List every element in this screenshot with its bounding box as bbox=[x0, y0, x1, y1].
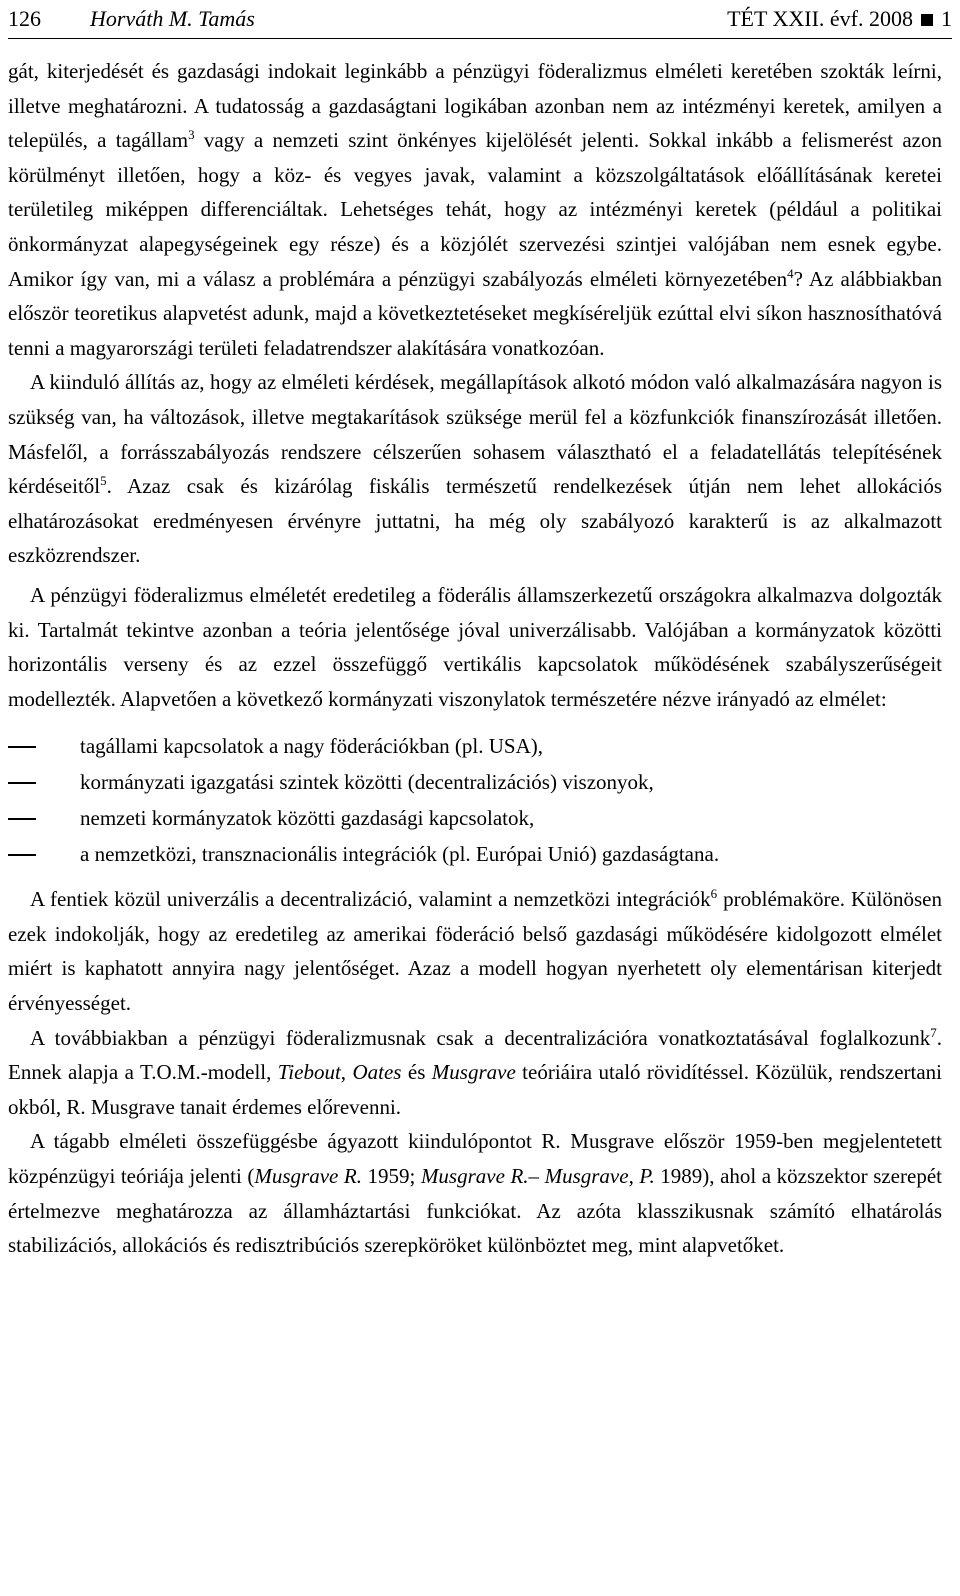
author-name: Oates bbox=[352, 1060, 402, 1085]
paragraph-2 bbox=[8, 365, 942, 573]
text-run: ? Az alábbiakban először teoretikus alapvetést adunk, majd a következtetéseket megkíséreljük ezúttal elvi síkon hasznosíthatóvá tenni a magyarországi területi feladatrendszer alakítására vonatkozóan. bbox=[8, 266, 942, 360]
list-item: tagállami kapcsolatok a nagy föderációkban (pl. USA), bbox=[8, 728, 942, 764]
paragraph-3: A pénzügyi föderalizmus elméletét eredetileg a föderális államszerkezetű országokra alkalmazva dolgozták ki. Tartalmát tekintve azonban a teória jelentősége jóval univerzálisabb. Valójában a kormányzatok közötti horizontális verseny és az ezzel összefüggő vertikális kapcsolatok működésének szabályszerűségeit modellezték. Alapvetően a következő kormányzati viszonylatok természetére nézve irányadó az elmélet: bbox=[8, 582, 942, 711]
text-run: . Azaz csak és kizárólag fiskális természetű rendelkezések útján nem lehet allokációs elhatározásokat eredményesen érvényre juttatni, ha még oly szabályozó karakterű is az alkalmazott eszközrendszer. bbox=[8, 474, 942, 568]
text-run: és bbox=[401, 1060, 432, 1085]
footnote-ref[interactable]: 4 bbox=[787, 265, 794, 281]
footnote-ref[interactable]: 6 bbox=[710, 886, 718, 902]
text-run: gát, kiterjedését és gazdasági indokait leginkább a pénzügyi föderalizmus elméleti keretében szokták leírni, illetve meghatározni. A tudatosság a gazdaságtani logikában azonban nem az intézményi keretek, amilyen a település, a tagállam bbox=[8, 59, 942, 153]
author-name: Musgrave bbox=[431, 1060, 516, 1085]
footnote-ref[interactable]: 3 bbox=[188, 127, 195, 143]
paragraph-4 bbox=[8, 882, 942, 1020]
text-run: A tágabb elméleti összefüggésbe ágyazott kiindulópontot R. Musgrave először 1959-ben megjelentetett közpénzügyi teóriája jelenti ( bbox=[8, 1129, 942, 1189]
square-bullet-icon bbox=[921, 14, 933, 26]
journal-title: TÉT XXII. évf. 2008 bbox=[727, 6, 913, 31]
text-run: . Ennek alapja a T.O.M.-modell, bbox=[8, 1025, 942, 1085]
text-run: A kiinduló állítás az, hogy az elméleti kérdések, megállapítások alkotó módon való alkalmazására nagyon is szükség van, ha változások, illetve megtakarítások szüksége merül fel a közfunkciók finanszírozását illetően. Másfelől, a forrásszabályozás rendszere célszerűen sohasem választható el a feladatellátás telepítésének kérdéseitől bbox=[8, 370, 942, 499]
citation-author: Musgrave R.– Musgrave, P. bbox=[420, 1164, 655, 1189]
text-run: A továbbiakban a pénzügyi föderalizmusnak csak a decentralizációra vonatkoztatásával foglalkozunk bbox=[30, 1025, 931, 1050]
text-run: A fentiek közül univerzális a decentralizáció, valamint a nemzetközi integrációk bbox=[30, 887, 711, 912]
text-run: teóriáira utaló rövidítéssel. Közülük, rendszertani okból, R. Musgrave tanait érdemes előrevenni. bbox=[8, 1060, 942, 1119]
list-item: nemzeti kormányzatok közötti gazdasági kapcsolatok, bbox=[8, 800, 942, 836]
paragraph-1 bbox=[8, 54, 942, 365]
author-name: Tiebout bbox=[277, 1060, 341, 1085]
text-run: , bbox=[340, 1060, 353, 1085]
citation-author: Musgrave R. bbox=[254, 1164, 362, 1189]
article-body bbox=[8, 54, 942, 1263]
dash-list bbox=[8, 728, 942, 872]
text-run: 1959; bbox=[362, 1164, 421, 1189]
issue-number: 1 bbox=[941, 6, 952, 31]
paragraph-6 bbox=[8, 1124, 942, 1262]
list-item: a nemzetközi, transznacionális integrációk (pl. Európai Unió) gazdaságtana. bbox=[8, 836, 942, 872]
page-number: 126 bbox=[8, 6, 41, 31]
footnote-ref[interactable]: 5 bbox=[100, 473, 107, 489]
journal-info bbox=[727, 6, 952, 32]
running-author: Horváth M. Tamás bbox=[90, 6, 255, 31]
text-run: problémaköre. Különösen ezek indokolják, hogy az eredetileg az amerikai föderáció belső gazdasági működésére kidolgozott elmélet miért is kaphatott annyira nagy jelentőséget. Azaz a modell hogyan nyerhetett oly elementárisan kiterjedt érvényességet. bbox=[8, 887, 942, 1016]
page-header bbox=[8, 0, 952, 39]
text-run: 1989), ahol a közszektor szerepét értelmezve meghatározza az államháztartási funkciókat. Az azóta klasszikusnak számító elhatárolás stabilizációs, allokációs és redisztribúciós szerepköröket különböztet meg, mint alapvetőket. bbox=[8, 1164, 942, 1258]
paragraph-5 bbox=[8, 1021, 942, 1125]
footnote-ref[interactable]: 7 bbox=[930, 1024, 937, 1040]
text-run: vagy a nemzeti szint önkényes kijelölését jelenti. Sokkal inkább a felismerést azon körülményt illetően, hogy a köz- és vegyes javak, valamint a közszolgáltatások előállításának keretei területileg miképpen differenciáltak. Lehetséges tehát, hogy az intézményi keretek (például a politikai önkormányzat alapegységeinek egy része) és a közjólét szervezési szintjei valójában nem esnek egybe. Amikor így van, mi a válasz a problémára a pénzügyi szabályozás elméleti környezetében bbox=[8, 128, 942, 291]
list-item: kormányzati igazgatási szintek közötti (decentralizációs) viszonyok, bbox=[8, 764, 942, 800]
